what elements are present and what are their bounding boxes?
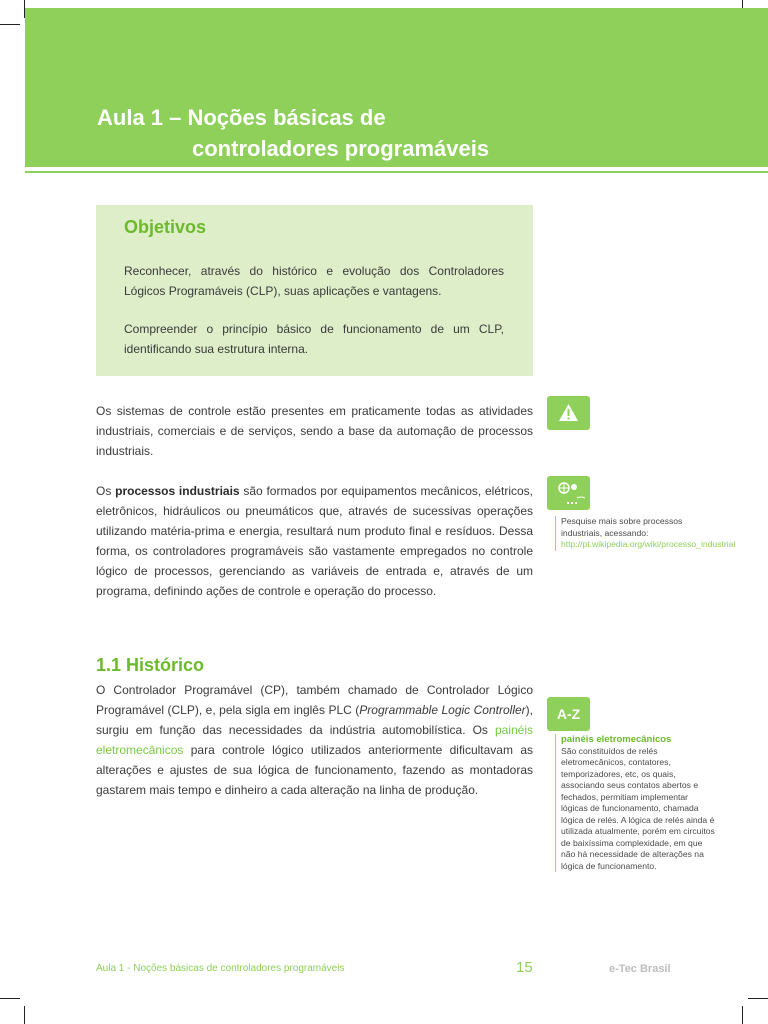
- italic-term: Programmable Logic Controller: [359, 703, 526, 717]
- history-paragraph: [96, 680, 533, 800]
- glossary-definition: São constituídos de relés eletromecânicos, contatores, temporizadores, etc, os quais, associando seus contatos abertos e fechados, permitiam implementar lógicas de funcionamento, chamada lógica de relés. A lógica de relés ainda é utilizada atualmente, porém em circuitos de baixíssima complexidade, em que não há necessidade de alterações na lógica de funcionamento.: [561, 745, 715, 871]
- text-run: para controle lógico utilizados anteriormente dificultavam as alterações e ajustes de sua lógica de funcionamento, fazendo as montadoras gastarem mais tempo e dinheiro a cada alteração na linha de produção.: [96, 743, 533, 797]
- chapter-title-line1: Aula 1 – Noções básicas de: [97, 105, 386, 130]
- processes-paragraph: [96, 481, 533, 601]
- text-run: O Controlador Programável (CP), também chamado de Controlador Lógico Programável (CLP), e, pela sigla em inglês PLC (: [96, 683, 533, 717]
- objectives-box: [96, 205, 533, 376]
- bold-term: processos industriais: [115, 484, 240, 498]
- objectives-heading: Objetivos: [124, 217, 207, 237]
- crop-mark: [742, 1006, 743, 1024]
- crop-mark: [0, 24, 20, 25]
- glossary-icon: A-Z: [547, 697, 590, 731]
- crop-mark: [748, 998, 768, 999]
- crop-mark: [24, 1006, 25, 1024]
- page-number: 15: [516, 959, 533, 976]
- web-note-text: Pesquise mais sobre processos industriais, acessando:: [561, 516, 683, 538]
- footer-chapter-title: Aula 1 - Noções básicas de controladores programáveis: [96, 963, 345, 974]
- text-run: Os: [96, 484, 116, 498]
- crop-mark: [0, 998, 20, 999]
- section-heading: 1.1 Histórico: [96, 655, 205, 675]
- wikipedia-link[interactable]: http://pt.wikipedia.org/wiki/processo_industrial: [561, 539, 736, 549]
- glossary-term: painéis eletromecânicos: [561, 734, 672, 745]
- objective-item: Reconhecer, através do histórico e evolução dos Controladores Lógicos Programáveis (CLP), suas aplicações e vantagens.: [124, 264, 504, 298]
- text-run: ), surgiu em função das necessidades da indústria automobilística. Os: [96, 703, 534, 737]
- footer-brand: e-Tec Brasil: [609, 963, 671, 975]
- objective-item: Compreender o princípio básico de funcionamento de um CLP, identificando sua estrutura interna.: [124, 322, 504, 356]
- web-note: [555, 516, 736, 551]
- glossary-note: [555, 734, 715, 872]
- warning-icon: [547, 396, 590, 430]
- intro-paragraph: Os sistemas de controle estão presentes em praticamente todas as atividades industriais, comerciais e de serviços, sendo a base da automação de processos industriais.: [96, 404, 533, 458]
- header-divider: [25, 171, 768, 173]
- text-run: são formados por equipamentos mecânicos, elétricos, eletrônicos, hidráulicos ou pneumáticos que, através de sucessivas operações utilizando matéria-prima e energia, resultará num produto final e resíduos. Dessa forma, os controladores programáveis são vastamente empregados no controle lógico de processos, gerenciando as variáveis de entrada e, através de um programa, definindo ações de controle e operação do processo.: [96, 484, 534, 598]
- web-icon: [547, 476, 590, 510]
- glossary-term-link[interactable]: painéis eletromecânicos: [96, 723, 533, 757]
- chapter-title-line2: controladores programáveis: [192, 136, 490, 161]
- chapter-title: [97, 102, 617, 164]
